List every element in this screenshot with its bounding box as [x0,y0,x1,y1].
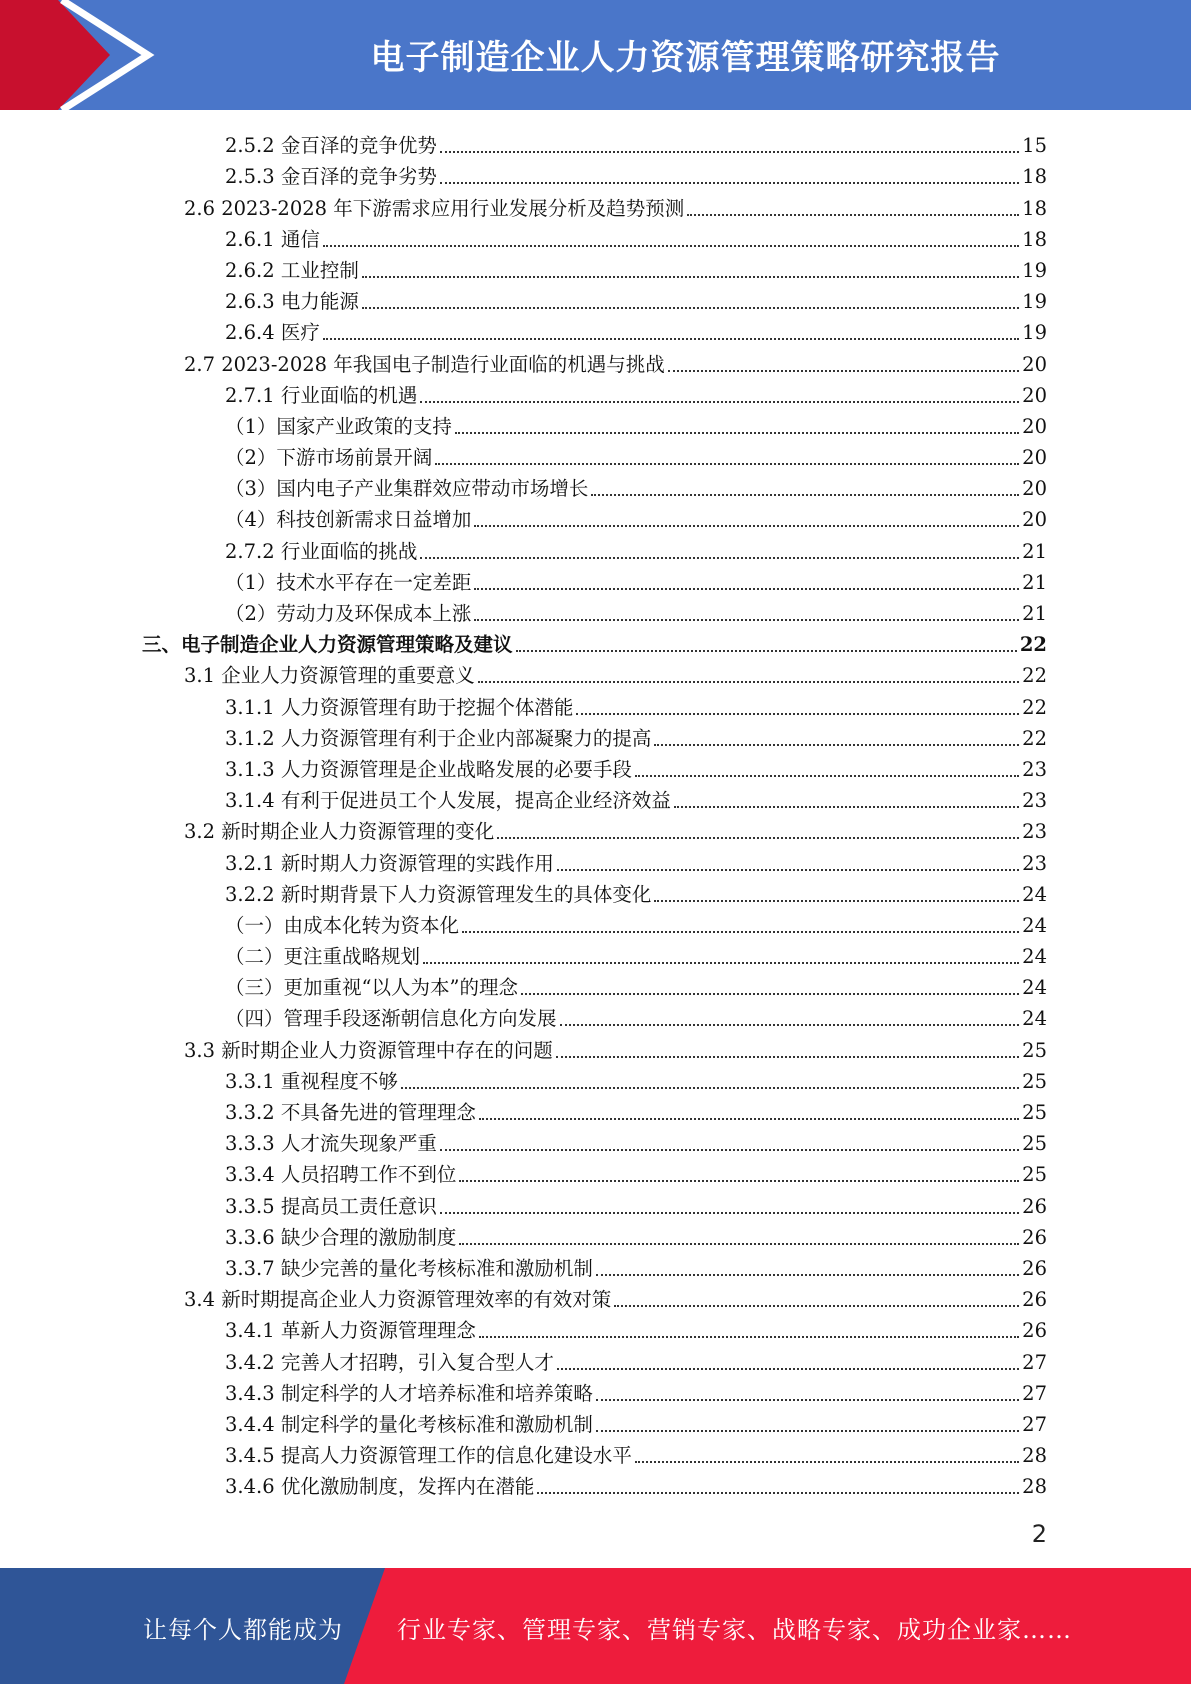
toc-dot-leader [479,1335,1019,1338]
toc-entry-page: 27 [1022,1412,1047,1436]
toc-entry-page: 23 [1022,789,1047,813]
toc-entry-page: 27 [1022,1381,1047,1405]
toc-entry-page: 20 [1022,446,1047,470]
toc-dot-leader [614,1304,1019,1307]
toc-entry-title: 2.6 2023-2028 年下游需求应用行业发展分析及趋势预测 [184,196,685,220]
toc-entry[interactable] [0,501,1191,532]
toc-entry-title: 3.4.2 完善人才招聘，引入复合型人才 [225,1350,554,1374]
toc-dot-leader [576,712,1019,715]
toc-entry-title: （1）技术水平存在一定差距 [225,570,472,594]
toc-entry-page: 20 [1022,477,1047,501]
toc-entry-title: 3.3.6 缺少合理的激励制度 [225,1225,457,1249]
toc-entry-page: 19 [1022,258,1047,282]
toc-dot-leader [556,1055,1019,1058]
toc-entry[interactable] [0,1437,1191,1468]
toc-entry[interactable] [0,1000,1191,1031]
toc-dot-leader [420,400,1019,403]
toc-entry-page: 26 [1022,1194,1047,1218]
toc-entry-page: 15 [1022,134,1047,158]
toc-entry-title: 2.6.2 工业控制 [225,258,359,282]
toc-entry-title: 3.1.3 人力资源管理是企业战略发展的必要手段 [225,757,632,781]
toc-entry[interactable] [0,688,1191,719]
toc-entry-page: 21 [1022,539,1047,563]
toc-entry[interactable] [0,938,1191,969]
toc-entry-page: 25 [1022,1038,1047,1062]
toc-entry[interactable] [0,470,1191,501]
toc-dot-leader [557,1367,1019,1370]
footer-slogan-left: 让每个人都能成为 [143,1616,343,1644]
toc-entry-title: 3.4.1 革新人力资源管理理念 [225,1319,476,1343]
toc-entry-title: 2.5.3 金百泽的竞争劣势 [225,165,437,189]
toc-dot-leader [557,868,1019,871]
toc-dot-leader [455,431,1019,434]
toc-entry-title: （2）下游市场前景开阔 [225,446,433,470]
toc-entry-page: 25 [1022,1132,1047,1156]
toc-entry-page: 22 [1019,633,1047,657]
toc-entry-page: 23 [1022,851,1047,875]
toc-entry-title: 3.4.5 提高人力资源管理工作的信息化建设水平 [225,1444,632,1468]
toc-dot-leader [687,213,1019,216]
table-of-contents [0,127,1191,1499]
toc-entry-page: 26 [1022,1288,1047,1312]
toc-entry[interactable] [0,1125,1191,1156]
toc-entry-title: 3.3.1 重视程度不够 [225,1069,398,1093]
toc-dot-leader [323,244,1019,247]
toc-dot-leader [362,275,1019,278]
toc-dot-leader [674,805,1019,808]
toc-dot-leader [591,493,1019,496]
toc-entry-page: 25 [1022,1163,1047,1187]
toc-entry-title: 3.4 新时期提高企业人力资源管理效率的有效对策 [184,1288,612,1312]
toc-entry-page: 18 [1022,227,1047,251]
toc-dot-leader [596,1398,1019,1401]
toc-entry-page: 24 [1022,913,1047,937]
toc-dot-leader [420,556,1019,559]
toc-dot-leader [635,774,1019,777]
toc-entry[interactable] [0,782,1191,813]
toc-entry[interactable] [0,1031,1191,1062]
toc-entry[interactable] [0,564,1191,595]
toc-entry[interactable] [0,813,1191,844]
toc-dot-leader [516,649,1017,652]
toc-entry[interactable] [0,189,1191,220]
toc-entry-title: 2.6.1 通信 [225,227,320,251]
toc-entry[interactable] [0,1406,1191,1437]
toc-dot-leader [537,1491,1019,1494]
toc-entry-page: 24 [1022,1007,1047,1031]
toc-entry-title: 3.1.1 人力资源管理有助于挖掘个体潜能 [225,695,574,719]
toc-dot-leader [478,680,1019,683]
toc-entry-page: 21 [1022,570,1047,594]
toc-entry-title: 3.2 新时期企业人力资源管理的变化 [184,820,495,844]
toc-entry-title: （1）国家产业政策的支持 [225,414,452,438]
toc-entry-page: 20 [1022,508,1047,532]
toc-dot-leader [401,1086,1019,1089]
toc-entry-title: 3.1 企业人力资源管理的重要意义 [184,664,475,688]
toc-dot-leader [497,836,1019,839]
toc-dot-leader [474,587,1019,590]
toc-entry-page: 19 [1022,290,1047,314]
toc-entry-title: 2.7.2 行业面临的挑战 [225,539,418,563]
page-number: 2 [1031,1520,1047,1548]
toc-dot-leader [560,1023,1020,1026]
toc-entry-title: （一）由成本化转为资本化 [225,913,460,937]
header-arrow-decoration [0,0,160,110]
toc-entry-title: 3.4.6 优化激励制度，发挥内在潜能 [225,1475,535,1499]
toc-entry-title: 2.5.2 金百泽的竞争优势 [225,134,437,158]
toc-dot-leader [323,337,1019,340]
toc-entry[interactable] [0,408,1191,439]
toc-entry[interactable] [0,720,1191,751]
toc-dot-leader [459,1179,1019,1182]
toc-entry-page: 25 [1022,1101,1047,1124]
toc-entry[interactable] [0,1343,1191,1374]
toc-entry-page: 28 [1022,1475,1047,1499]
toc-entry[interactable] [0,1250,1191,1281]
toc-entry[interactable] [0,657,1191,688]
toc-entry[interactable] [0,751,1191,782]
toc-dot-leader [474,618,1019,621]
toc-entry[interactable] [0,314,1191,345]
toc-entry-title: 3.3.3 人才流失现象严重 [225,1132,437,1156]
toc-entry-title: 3.2.2 新时期背景下人力资源管理发生的具体变化 [225,882,652,906]
toc-dot-leader [435,462,1019,465]
toc-entry-title: （2）劳动力及环保成本上涨 [225,602,472,625]
toc-entry[interactable] [0,377,1191,408]
toc-entry-title: 2.7.1 行业面临的机遇 [225,383,418,407]
toc-dot-leader [479,1117,1019,1120]
toc-dot-leader [362,306,1019,309]
toc-dot-leader [459,1242,1019,1245]
toc-entry[interactable] [0,252,1191,283]
toc-entry[interactable] [0,345,1191,376]
toc-dot-leader [474,524,1019,527]
toc-entry-title: （4）科技创新需求日益增加 [225,508,472,532]
toc-entry-title: （三）更加重视“以人为本”的理念 [225,976,518,1000]
footer-slogan-right: 行业专家、管理专家、营销专家、战略专家、成功企业家…… [397,1616,1072,1644]
toc-entry-page: 22 [1022,664,1047,688]
toc-entry-title: 三、电子制造企业人力资源管理策略及建议 [142,633,513,657]
toc-entry-title: 3.3.2 不具备先进的管理理念 [225,1101,476,1124]
toc-entry-page: 19 [1022,321,1047,345]
toc-entry[interactable] [0,1094,1191,1125]
toc-dot-leader [635,1460,1019,1463]
toc-entry-title: 2.7 2023-2028 年我国电子制造行业面临的机遇与挑战 [184,352,665,376]
toc-dot-leader [440,1211,1019,1214]
page-footer [0,1568,1191,1684]
toc-entry-page: 22 [1022,726,1047,750]
toc-entry[interactable] [0,844,1191,875]
toc-entry-title: 3.3.4 人员招聘工作不到位 [225,1163,457,1187]
toc-entry-title: 3.2.1 新时期人力资源管理的实践作用 [225,851,554,875]
toc-entry[interactable] [0,595,1191,626]
toc-entry-title: （二）更注重战略规划 [225,945,421,969]
toc-entry-page: 24 [1022,882,1047,906]
toc-entry-title: （3）国内电子产业集群效应带动市场增长 [225,477,589,501]
toc-entry-page: 23 [1022,820,1047,844]
toc-entry[interactable] [0,1219,1191,1250]
toc-dot-leader [423,961,1019,964]
toc-entry[interactable] [0,1187,1191,1218]
toc-dot-leader [440,181,1019,184]
toc-entry-page: 20 [1022,352,1047,376]
toc-entry-title: 3.3 新时期企业人力资源管理中存在的问题 [184,1038,553,1062]
toc-dot-leader [521,992,1019,995]
toc-entry-page: 28 [1022,1444,1047,1468]
toc-entry[interactable] [0,1156,1191,1187]
toc-entry-page: 18 [1022,196,1047,220]
toc-entry-page: 21 [1022,602,1047,625]
toc-entry[interactable] [0,907,1191,938]
toc-entry[interactable] [0,876,1191,907]
toc-entry-page: 26 [1022,1256,1047,1280]
toc-dot-leader [654,899,1019,902]
toc-entry-page: 22 [1022,695,1047,719]
toc-entry[interactable] [0,221,1191,252]
toc-entry-page: 24 [1022,945,1047,969]
toc-dot-leader [596,1273,1019,1276]
toc-entry[interactable] [0,158,1191,189]
toc-entry-page: 27 [1022,1350,1047,1374]
toc-dot-leader [440,150,1019,153]
toc-entry[interactable] [0,283,1191,314]
toc-entry-page: 24 [1022,976,1047,1000]
toc-entry-title: （四）管理手段逐渐朝信息化方向发展 [225,1007,557,1031]
toc-dot-leader [462,930,1019,933]
toc-entry[interactable] [0,1281,1191,1312]
toc-entry-page: 26 [1022,1225,1047,1249]
toc-entry-title: 3.1.2 人力资源管理有利于企业内部凝聚力的提高 [225,726,652,750]
toc-entry-title: 3.3.5 提高员工责任意识 [225,1194,437,1218]
page-header [0,0,1191,110]
toc-dot-leader [596,1429,1019,1432]
toc-entry-page: 25 [1022,1069,1047,1093]
toc-entry-title: 3.3.7 缺少完善的量化考核标准和激励机制 [225,1256,593,1280]
toc-entry-title: 2.6.4 医疗 [225,321,320,345]
toc-entry[interactable] [0,439,1191,470]
toc-entry-title: 2.6.3 电力能源 [225,290,359,314]
toc-entry[interactable] [0,1375,1191,1406]
toc-dot-leader [440,1148,1019,1151]
toc-entry-page: 23 [1022,757,1047,781]
toc-entry-title: 3.4.3 制定科学的人才培养标准和培养策略 [225,1381,593,1405]
toc-entry[interactable] [0,127,1191,158]
toc-entry-page: 20 [1022,383,1047,407]
toc-dot-leader [654,743,1019,746]
toc-entry-page: 18 [1022,165,1047,189]
toc-entry[interactable] [0,1063,1191,1094]
report-title: 电子制造企业人力资源管理策略研究报告 [370,38,1001,78]
toc-entry[interactable] [0,969,1191,1000]
toc-entry-page: 20 [1022,414,1047,438]
toc-entry[interactable] [0,626,1191,657]
toc-entry-title: 3.4.4 制定科学的量化考核标准和激励机制 [225,1412,593,1436]
toc-entry[interactable] [0,1312,1191,1343]
toc-entry[interactable] [0,532,1191,563]
toc-dot-leader [668,369,1019,372]
toc-entry-page: 26 [1022,1319,1047,1343]
toc-entry-title: 3.1.4 有利于促进员工个人发展，提高企业经济效益 [225,789,671,813]
toc-entry[interactable] [0,1468,1191,1499]
